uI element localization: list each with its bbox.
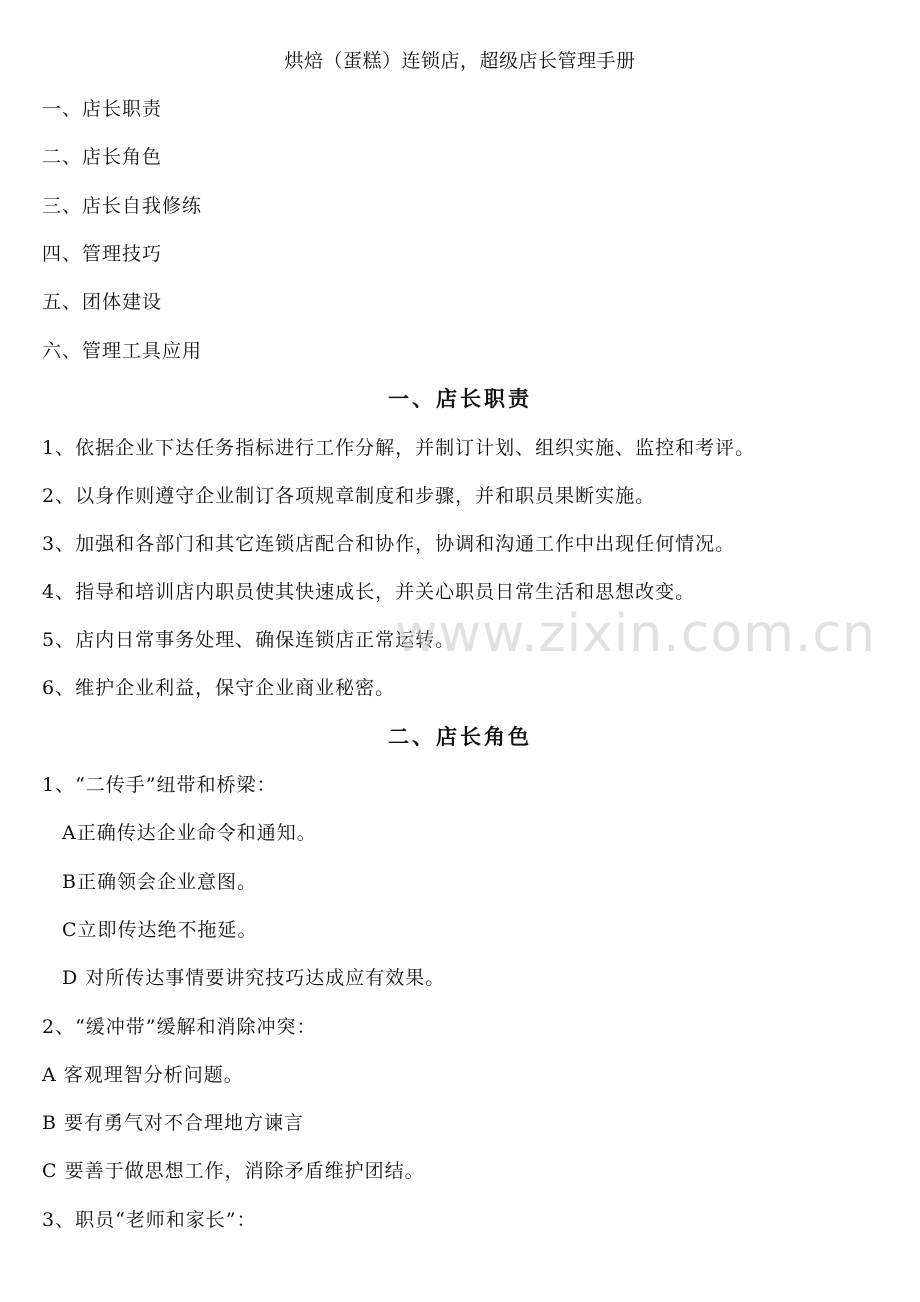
role-title-3: 3、职员“老师和家长”： (42, 1209, 257, 1231)
role2-point-a: A 客观理智分析问题。 (42, 1064, 244, 1086)
role1-point-c: C立即传达绝不拖延。 (62, 919, 258, 941)
duty-item-6: 6、维护企业利益，保守企业商业秘密。 (42, 677, 396, 699)
role1-point-a: A正确传达企业命令和通知。 (62, 822, 317, 844)
duty-item-5: 5、店内日常事务处理、确保连锁店正常运转。 (42, 629, 456, 651)
watermark: www.zixin.com.cn (395, 604, 876, 664)
toc-item-5: 五、团体建设 (42, 291, 163, 313)
section-heading-2: 二、店长角色 (388, 724, 532, 749)
section-heading-1: 一、店长职责 (388, 386, 532, 411)
role2-point-b: B 要有勇气对不合理地方谏言 (42, 1112, 305, 1134)
role-title-2: 2、“缓冲带”缓解和消除冲突： (42, 1016, 317, 1038)
duty-item-1: 1、依据企业下达任务指标进行工作分解，并制订计划、组织实施、监控和考评。 (42, 437, 756, 459)
document-title: 烘焙（蛋糕）连锁店，超级店长管理手册 (284, 50, 636, 72)
toc-item-3: 三、店长自我修练 (42, 195, 203, 217)
toc-item-6: 六、管理工具应用 (42, 340, 203, 362)
role1-point-d: D 对所传达事情要讲究技巧达成应有效果。 (62, 967, 446, 989)
toc-item-4: 四、管理技巧 (42, 243, 163, 265)
role1-point-b: B正确领会企业意图。 (62, 871, 257, 893)
role-title-1: 1、“二传手”纽带和桥梁： (42, 774, 277, 796)
toc-item-2: 二、店长角色 (42, 146, 163, 168)
duty-item-3: 3、加强和各部门和其它连锁店配合和协作，协调和沟通工作中出现任何情况。 (42, 533, 736, 555)
toc-item-1: 一、店长职责 (42, 98, 163, 120)
duty-item-4: 4、指导和培训店内职员使其快速成长，并关心职员日常生活和思想改变。 (42, 581, 696, 603)
role2-point-c: C 要善于做思想工作，消除矛盾维护团结。 (42, 1160, 425, 1182)
duty-item-2: 2、以身作则遵守企业制订各项规章制度和步骤，并和职员果断实施。 (42, 485, 656, 507)
